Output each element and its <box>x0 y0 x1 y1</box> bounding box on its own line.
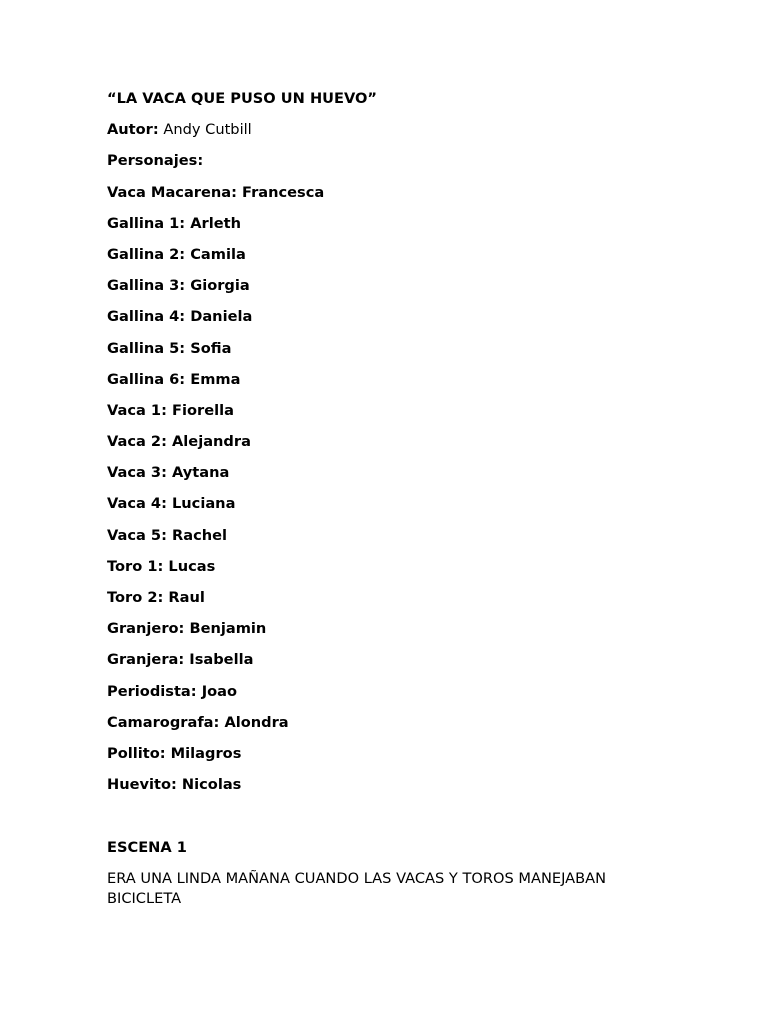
character-line: Gallina 4: Daniela <box>107 308 253 326</box>
document-title: “LA VACA QUE PUSO UN HUEVO” <box>107 90 378 107</box>
character-line: Toro 1: Lucas <box>107 557 216 575</box>
character-line: Gallina 5: Sofia <box>107 339 232 357</box>
character-line: Vaca 5: Rachel <box>107 526 228 544</box>
author-label: Autor: <box>107 121 159 139</box>
character-line: Vaca 3: Aytana <box>107 464 230 482</box>
character-line: Vaca Macarena: Francesca <box>107 183 325 201</box>
section-spacer <box>107 806 667 837</box>
character-line: Vaca 2: Alejandra <box>107 433 251 451</box>
character-line: Camarografa: Alondra <box>107 713 289 731</box>
character-line: Gallina 6: Emma <box>107 370 241 388</box>
character-line: Vaca 1: Fiorella <box>107 401 234 419</box>
scene-title: ESCENA 1 <box>107 838 187 856</box>
scene-text: ERA UNA LINDA MAÑANA CUANDO LAS VACAS Y TOROS MANEJABAN BICICLETA <box>107 869 607 907</box>
character-line: Gallina 1: Arleth <box>107 214 241 232</box>
document-page <box>107 89 667 909</box>
author-name: Andy Cutbill <box>163 121 252 139</box>
character-line: Granjera: Isabella <box>107 651 254 669</box>
character-line: Gallina 3: Giorgia <box>107 277 250 295</box>
characters-heading: Personajes: <box>107 152 204 170</box>
character-line: Gallina 2: Camila <box>107 245 246 263</box>
character-line: Periodista: Joao <box>107 682 238 700</box>
character-line: Toro 2: Raul <box>107 589 205 606</box>
character-line: Vaca 4: Luciana <box>107 495 236 513</box>
character-line: Pollito: Milagros <box>107 744 242 762</box>
author-line <box>107 120 667 140</box>
character-line: Granjero: Benjamin <box>107 620 267 638</box>
character-line: Huevito: Nicolas <box>107 776 242 794</box>
